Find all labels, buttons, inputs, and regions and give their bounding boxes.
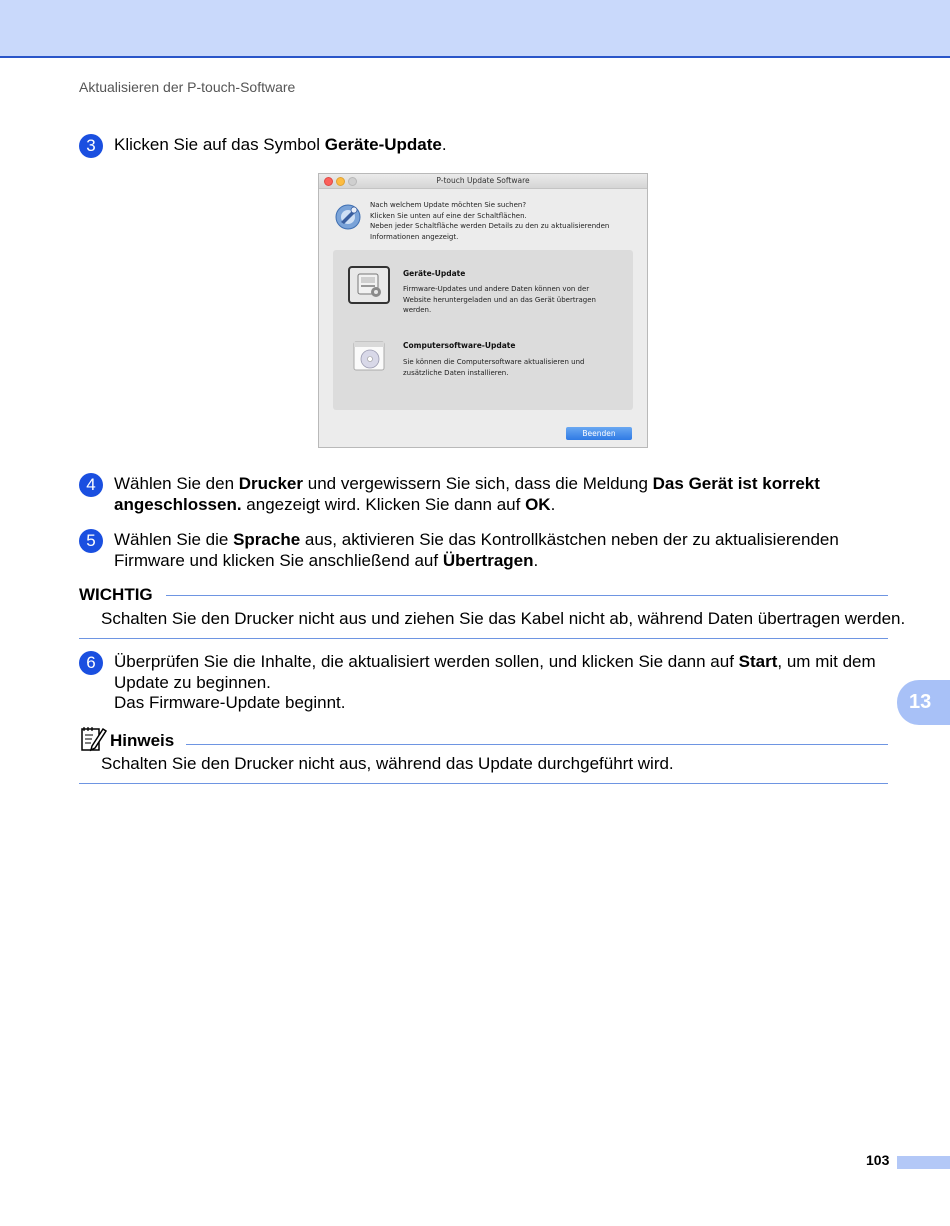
- running-head: Aktualisieren der P-touch-Software: [79, 79, 296, 95]
- device-update-description: [403, 284, 613, 316]
- step-6-text-d: Update zu beginnen.: [114, 672, 271, 692]
- step-5-text-d: Firmware und klicken Sie anschließend auf: [114, 550, 443, 570]
- dialog-intro: [370, 200, 609, 242]
- note-pencil-icon: [79, 725, 107, 753]
- step-5-text-c: aus, aktivieren Sie das Kontrollkästchen neben der zu aktualisierenden: [300, 530, 839, 549]
- step-6-text-b: Start: [738, 652, 778, 671]
- quit-button[interactable]: Beenden: [566, 427, 632, 440]
- computer-cd-icon: [350, 338, 388, 374]
- page-number: 103: [866, 1152, 890, 1168]
- update-dialog-screenshot: [318, 173, 648, 448]
- step-3-text: [114, 135, 447, 156]
- header-band: [0, 0, 950, 58]
- step-5-text-e: Übertragen: [442, 550, 534, 570]
- step-3: [79, 135, 879, 157]
- step-5-text-b: Sprache: [233, 530, 301, 549]
- step-3-text-a: Klicken Sie auf das Symbol: [114, 135, 325, 154]
- important-heading: WICHTIG: [79, 585, 153, 604]
- step-4-text: [114, 474, 820, 515]
- step-6-text: [114, 652, 876, 714]
- chapter-tab: 13: [897, 680, 950, 725]
- step-4-text-f: angezeigt wird. Klicken Sie dann auf: [241, 494, 526, 514]
- step-number-6: 6: [79, 651, 103, 675]
- step-4-text-b: Drucker: [238, 474, 304, 493]
- options-panel: [333, 250, 633, 410]
- intro-line-4: Informationen angezeigt.: [370, 232, 459, 241]
- device-update-button[interactable]: [348, 266, 390, 304]
- important-bottom-rule: [79, 638, 888, 639]
- step-6-text-c: , um mit dem: [777, 652, 876, 671]
- step-4: [79, 474, 879, 516]
- device-update-title: Geräte-Update: [403, 269, 466, 278]
- step-4-text-h: .: [550, 494, 556, 514]
- note-text: Schalten Sie den Drucker nicht aus, während das Update durchgeführt wird.: [101, 754, 674, 773]
- device-update-desc-1: Firmware-Updates und andere Daten können von der: [403, 285, 590, 293]
- step-5: [79, 530, 879, 572]
- intro-line-2: Klicken Sie unten auf eine der Schaltflächen.: [370, 211, 527, 220]
- p-touch-update-app-icon: [334, 202, 362, 230]
- software-update-button[interactable]: [350, 338, 392, 376]
- step-4-text-g: OK: [525, 494, 551, 514]
- step-5-text-f: .: [533, 550, 539, 570]
- note-bottom-rule: [79, 783, 888, 784]
- software-update-title: Computersoftware-Update: [403, 341, 516, 350]
- step-6: [79, 652, 879, 714]
- device-update-desc-3: werden.: [403, 306, 432, 314]
- note-top-rule: [186, 744, 888, 745]
- step-number-3: 3: [79, 134, 103, 158]
- step-number-5: 5: [79, 529, 103, 553]
- step-4-text-d: Das Gerät ist korrekt: [652, 474, 820, 493]
- step-6-text-e: Das Firmware-Update beginnt.: [114, 693, 346, 712]
- important-top-rule: [166, 595, 888, 596]
- note-heading: Hinweis: [110, 731, 175, 750]
- step-5-text-a: Wählen Sie die: [114, 530, 234, 549]
- important-text: Schalten Sie den Drucker nicht aus und ziehen Sie das Kabel nicht ab, während Daten übertragen werden.: [101, 609, 906, 628]
- dialog-title: P-touch Update Software: [436, 176, 530, 185]
- step-6-text-a: Überprüfen Sie die Inhalte, die aktualisiert werden sollen, und klicken Sie dann auf: [114, 652, 739, 671]
- step-4-text-e: angeschlossen.: [114, 494, 242, 514]
- step-4-text-a: Wählen Sie den: [114, 474, 239, 493]
- software-update-description: [403, 357, 613, 378]
- software-update-desc-2: zusätzliche Daten installieren.: [403, 368, 509, 377]
- step-number-4: 4: [79, 473, 103, 497]
- step-4-text-c: und vergewissern Sie sich, dass die Meldung: [303, 474, 653, 493]
- step-3-text-bold: Geräte-Update: [324, 135, 442, 154]
- step-5-text: [114, 530, 839, 571]
- step-3-text-c: .: [441, 135, 447, 154]
- intro-line-1: Nach welchem Update möchten Sie suchen?: [370, 201, 527, 209]
- dialog-titlebar: [319, 174, 647, 189]
- software-update-desc-1: Sie können die Computersoftware aktualisieren und: [403, 358, 585, 366]
- device-update-desc-2: Website heruntergeladen und an das Gerät übertragen: [403, 295, 596, 304]
- footer-band: [897, 1156, 950, 1169]
- printer-gear-icon: [350, 268, 388, 302]
- intro-line-3: Neben jeder Schaltfläche werden Details zu den zu aktualisierenden: [370, 222, 610, 230]
